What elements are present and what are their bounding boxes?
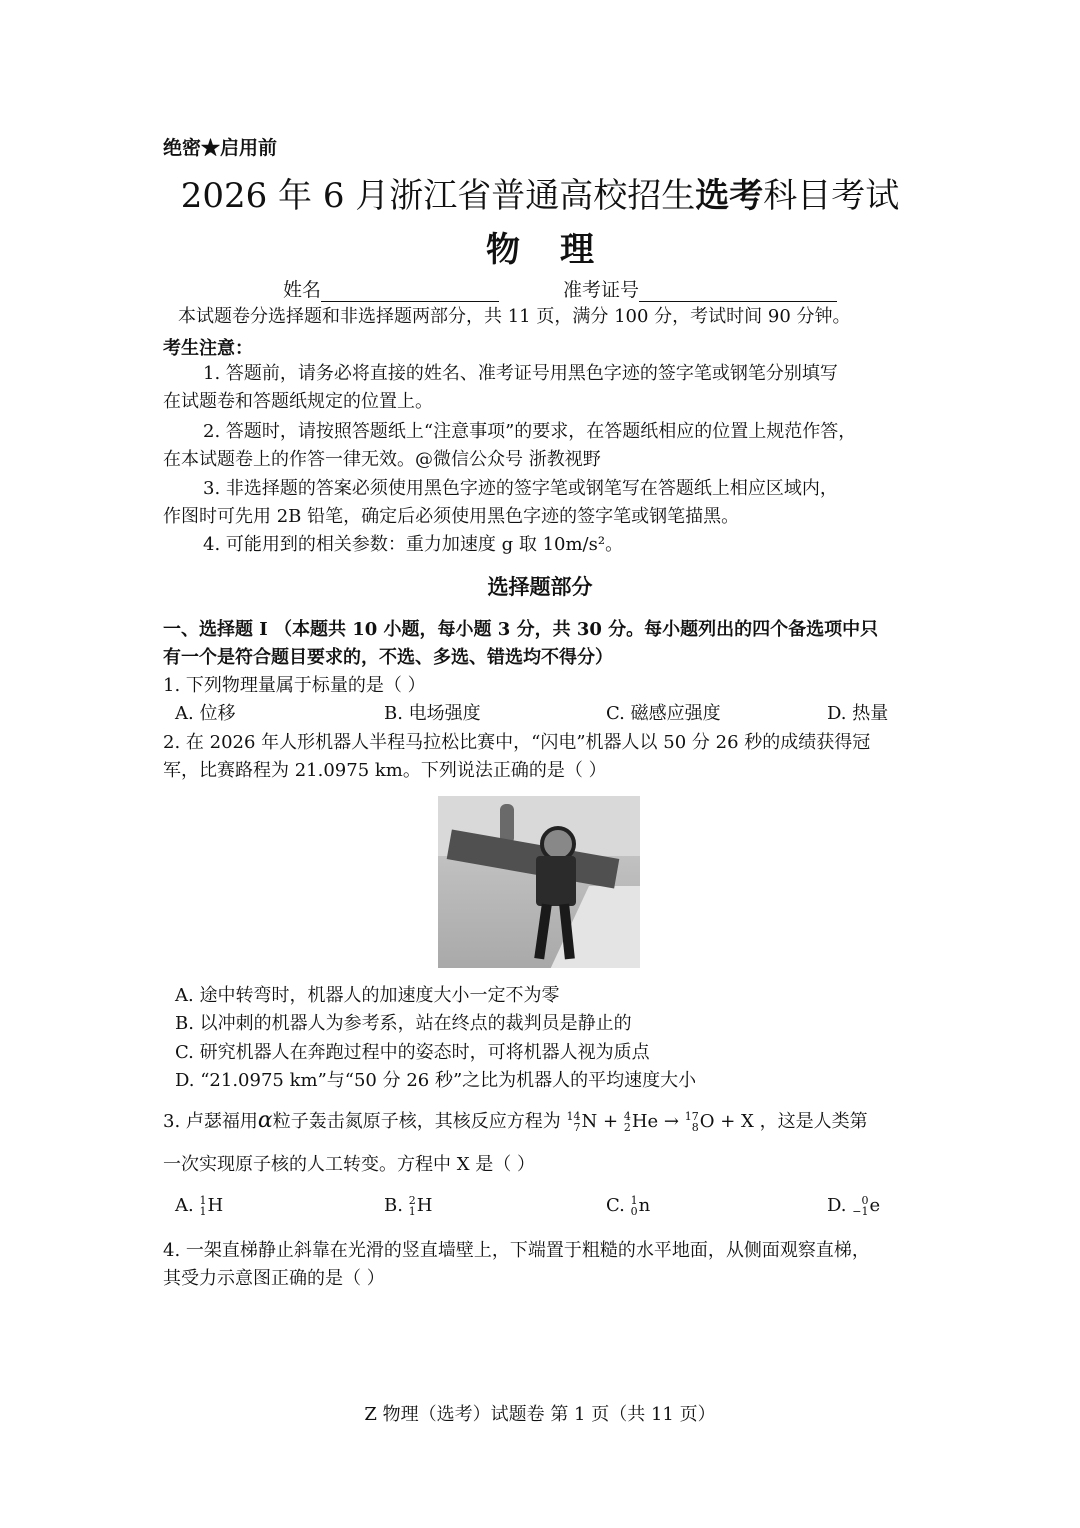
- q2-stem-2: 军，比赛路程为 21.0975 km。下列说法正确的是（ ）: [163, 760, 607, 781]
- nuclear-equation: 14 7 N + 4 2 He → 17 8 O + X: [566, 1110, 754, 1134]
- name-blank[interactable]: [321, 283, 499, 302]
- q3-stem-2: 一次实现原子核的人工转变。方程中 X 是（ ）: [163, 1154, 535, 1175]
- q1-option-b: B. 电场强度: [384, 703, 481, 724]
- q3-option-d: D. 0 −1 e: [827, 1194, 881, 1218]
- q2-option-b: B. 以冲刺的机器人为参考系，站在终点的裁判员是静止的: [175, 1013, 632, 1034]
- note-line-3: 2. 答题时，请按照答题纸上“注意事项”的要求，在答题纸相应的位置上规范作答，: [203, 421, 857, 442]
- q2-option-d: D. “21.0975 km”与“50 分 26 秒”之比为机器人的平均速度大小: [175, 1070, 697, 1091]
- exam-title: [0, 168, 1080, 217]
- part1-instructions-2: 有一个是符合题目要求的，不选、多选、错选均不得分）: [163, 647, 613, 668]
- intro-text: 本试题卷分选择题和非选择题两部分，共 11 页，满分 100 分，考试时间 90 分钟。: [178, 306, 851, 327]
- q1-stem: 1. 下列物理量属于标量的是（ ）: [163, 675, 426, 696]
- exam-title-pre: 2026 年 6 月浙江省普通高校招生: [180, 176, 696, 216]
- name-field: [283, 275, 499, 302]
- exam-title-highlight: 选考: [695, 176, 764, 216]
- subject-title: 物理: [486, 230, 634, 270]
- q4-stem-1: 4. 一架直梯静止斜靠在光滑的竖直墙壁上，下端置于粗糙的水平地面，从侧面观察直梯，: [163, 1240, 870, 1261]
- confidential-mark: 绝密★启用前: [163, 137, 278, 159]
- id-blank[interactable]: [639, 283, 837, 302]
- section-title: 选择题部分: [487, 574, 593, 599]
- q4-stem-2: 其受力示意图正确的是（ ）: [163, 1268, 385, 1289]
- note-line-2: 在试题卷和答题纸规定的位置上。: [163, 391, 433, 412]
- q3-stem-1: 3. 卢瑟福用α粒子轰击氮原子核，其核反应方程为 14 7 N + 4 2 He → 17 8 O + X ，这是人类第: [163, 1108, 868, 1134]
- q3-option-c: C. 1 0 n: [606, 1194, 651, 1218]
- exam-title-post: 科目考试: [763, 176, 900, 216]
- q1-option-d: D. 热量: [827, 703, 889, 724]
- note-line-6: 作图时可先用 2B 铅笔，确定后必须使用黑色字迹的签字笔或钢笔描黑。: [163, 506, 740, 527]
- robot-marathon-photo: [438, 796, 640, 968]
- q1-option-a: A. 位移: [175, 703, 236, 724]
- note-line-4: 在本试题卷上的作答一律无效。@微信公众号 浙教视野: [163, 449, 601, 470]
- id-label: 准考证号: [563, 279, 640, 301]
- page-footer: Z 物理（选考）试题卷 第 1 页（共 11 页）: [364, 1404, 716, 1425]
- notes-title: 考生注意：: [163, 338, 253, 359]
- note-line-1: 1. 答题前，请务必将直接的姓名、准考证号用黑色字迹的签字笔或钢笔分别填写: [203, 363, 838, 384]
- id-field: [563, 275, 837, 302]
- q3-option-b: B. 2 1 H: [384, 1194, 433, 1218]
- q2-stem-1: 2. 在 2026 年人形机器人半程马拉松比赛中，“闪电”机器人以 50 分 26 秒的成绩获得冠: [163, 732, 871, 753]
- note-line-5: 3. 非选择题的答案必须使用黑色字迹的签字笔或钢笔写在答题纸上相应区域内，: [203, 478, 838, 499]
- part1-instructions-1: 一、选择题 I （本题共 10 小题，每小题 3 分，共 30 分。每小题列出的四个备选项中只: [163, 619, 879, 640]
- q2-option-c: C. 研究机器人在奔跑过程中的姿态时，可将机器人视为质点: [175, 1042, 650, 1063]
- q1-option-c: C. 磁感应强度: [606, 703, 721, 724]
- q2-option-a: A. 途中转弯时，机器人的加速度大小一定不为零: [175, 985, 560, 1006]
- alpha-symbol: α: [257, 1108, 273, 1133]
- note-line-7: 4. 可能用到的相关参数：重力加速度 g 取 10m/s²。: [203, 534, 624, 555]
- q3-option-a: A. 1 1 H: [175, 1194, 224, 1218]
- name-label: 姓名: [283, 279, 322, 301]
